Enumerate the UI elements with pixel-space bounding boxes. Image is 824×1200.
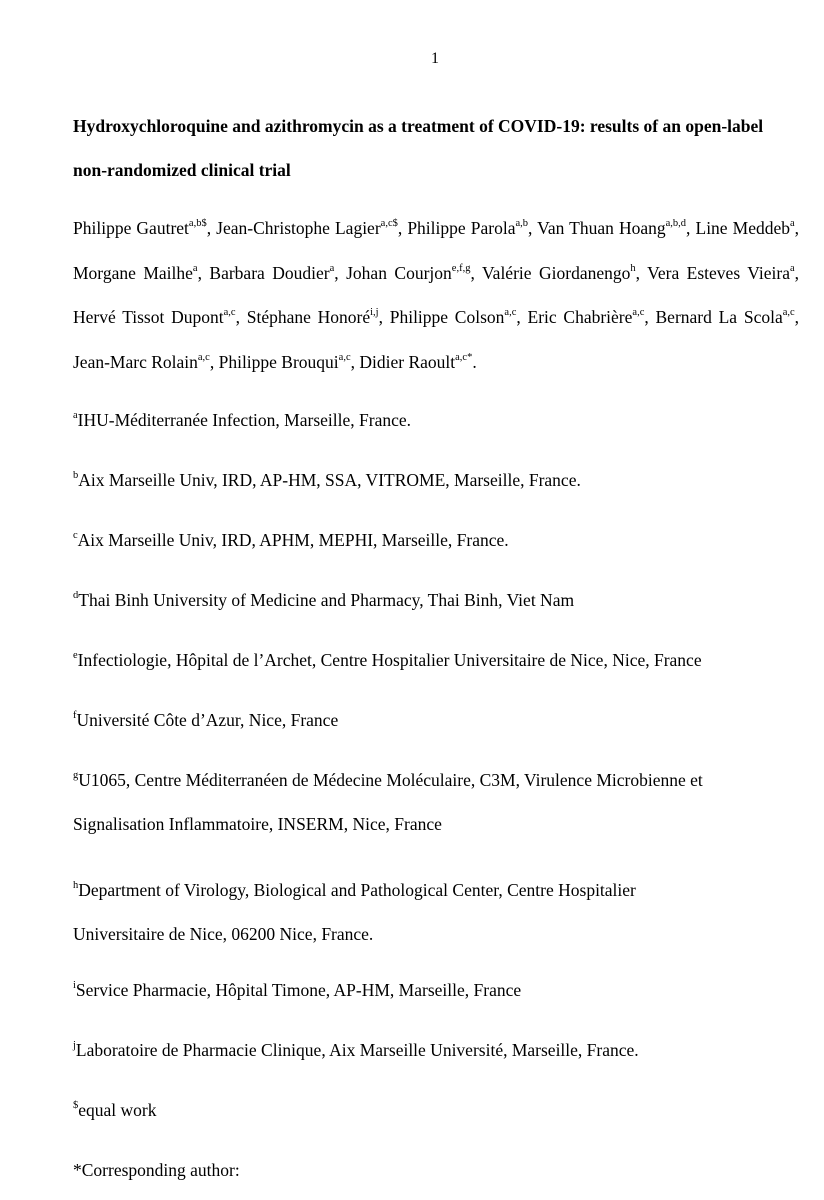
affiliation-mark: a — [73, 410, 78, 422]
affiliation-text: Aix Marseille Univ, IRD, APHM, MEPHI, Marseille, France. — [77, 530, 509, 550]
author-separator: , — [794, 218, 800, 238]
author-separator: , — [794, 307, 800, 327]
author-name: Johan Courjon — [346, 262, 452, 283]
author-separator: , — [397, 218, 408, 238]
author — [216, 218, 407, 238]
author-name: Van Thuan Hoang — [537, 218, 666, 238]
affiliation-mark: c — [73, 530, 78, 542]
author-list — [73, 206, 799, 384]
affiliation-line — [73, 398, 803, 442]
author — [209, 263, 346, 283]
affiliation-mark: $ — [73, 1100, 79, 1112]
affiliation-line — [73, 458, 803, 502]
author-name: Bernard La Scola — [655, 307, 783, 327]
affiliation-text: Service Pharmacie, Hôpital Timone, AP-HM, Marseille, France — [75, 980, 522, 1000]
affiliation-line — [73, 802, 803, 846]
author — [73, 263, 209, 283]
author-affiliation-marks: a,c — [338, 351, 351, 363]
author-name: Valérie Giordanengo — [481, 262, 631, 283]
author-name: Philippe Parola — [407, 218, 516, 238]
author-separator: , — [209, 351, 219, 372]
author-affiliation-marks: a,c — [223, 307, 236, 319]
author-affiliation-marks: a,c$ — [380, 218, 398, 230]
affiliation-line — [73, 578, 803, 622]
affiliation-line — [73, 912, 803, 956]
author-separator: , — [470, 262, 482, 283]
page-number: 1 — [431, 50, 439, 67]
author-name: Hervé Tissot Dupont — [73, 307, 224, 327]
affiliation-text: IHU-Méditerranée Infection, Marseille, France. — [77, 410, 411, 430]
author-name: Didier Raoult — [359, 351, 456, 372]
author-separator: , — [644, 307, 656, 327]
affiliation-text: *Corresponding author: — [73, 1160, 240, 1180]
author — [73, 307, 247, 327]
author-name: Eric Chabrière — [527, 307, 633, 327]
author-separator: , — [334, 262, 347, 283]
author-affiliation-marks: a — [790, 218, 795, 230]
affiliation-line — [73, 1088, 803, 1132]
author-separator: . — [472, 351, 477, 372]
affiliation-line — [73, 638, 803, 682]
paper-title: Hydroxychloroquine and azithromycin as a treatment of COVID-19: results of an open-label non-randomized clinical trial — [73, 116, 764, 180]
affiliation-a — [73, 398, 803, 442]
affiliation-f — [73, 698, 803, 742]
affiliation-corresponding — [73, 1148, 803, 1192]
affiliation-text: Signalisation Inflammatoire, INSERM, Nice, France — [73, 814, 442, 834]
author-name: Morgane Mailhe — [73, 262, 193, 283]
author — [73, 352, 219, 372]
affiliation-line — [73, 968, 803, 1012]
author-separator: , — [686, 218, 696, 238]
affiliation-text: Université Côte d’Azur, Nice, France — [76, 710, 339, 730]
affiliation-text: U1065, Centre Méditerranéen de Médecine Moléculaire, C3M, Virulence Microbienne et — [78, 770, 703, 790]
author-separator: , — [235, 307, 247, 327]
author-name: Philippe Colson — [389, 307, 505, 327]
affiliation-g — [73, 758, 803, 846]
affiliation-c — [73, 518, 803, 562]
affiliation-equal-work — [73, 1088, 803, 1132]
affiliation-text: Universitaire de Nice, 06200 Nice, France. — [73, 924, 374, 944]
author-affiliation-marks: a,b$ — [188, 218, 207, 230]
affiliation-j — [73, 1028, 803, 1072]
author — [247, 307, 390, 327]
affiliation-text: Thai Binh University of Medicine and Pharmacy, Thai Binh, Viet Nam — [78, 590, 575, 610]
author — [407, 218, 537, 238]
author-affiliation-marks: a — [329, 262, 335, 274]
author-affiliation-marks: i,j — [370, 307, 379, 319]
author — [359, 352, 476, 372]
author-name: Jean-Marc Rolain — [73, 351, 198, 372]
author-name: Vera Esteves Vieira — [647, 262, 790, 283]
author-name: Barbara Doudier — [209, 262, 330, 283]
author-affiliation-marks: a,c — [504, 307, 517, 319]
affiliation-h — [73, 868, 803, 956]
author — [390, 307, 528, 327]
affiliation-line — [73, 518, 803, 562]
author-affiliation-marks: h — [630, 262, 636, 274]
author-affiliation-marks: a,b — [515, 218, 529, 230]
affiliation-mark: b — [73, 470, 79, 482]
affiliation-d — [73, 578, 803, 622]
affiliation-i — [73, 968, 803, 1012]
affiliation-text: Laboratoire de Pharmacie Clinique, Aix Marseille Université, Marseille, France. — [75, 1040, 639, 1060]
author-name: Stéphane Honoré — [246, 307, 371, 327]
author — [656, 307, 800, 327]
affiliation-mark: h — [73, 880, 79, 892]
affiliation-line — [73, 1028, 803, 1072]
author-separator: , — [378, 307, 390, 327]
author — [647, 263, 799, 283]
affiliation-mark: i — [73, 980, 76, 992]
author-affiliation-marks: a,b,d — [665, 218, 687, 230]
author-separator: , — [350, 351, 360, 372]
affiliation-mark: f — [73, 710, 77, 722]
affiliation-text: equal work — [78, 1100, 157, 1120]
author-name: Philippe Gautret — [73, 218, 189, 238]
affiliation-text: Aix Marseille Univ, IRD, AP-HM, SSA, VITROME, Marseille, France. — [78, 470, 581, 490]
author — [482, 263, 647, 283]
author — [346, 263, 482, 283]
author-affiliation-marks: a,c — [197, 351, 210, 363]
affiliation-mark: d — [73, 590, 79, 602]
author — [219, 352, 360, 372]
author-affiliation-marks: a,c* — [455, 351, 473, 363]
affiliation-line — [73, 1148, 803, 1192]
author-name: Line Meddeb — [695, 218, 790, 238]
author-separator: , — [206, 218, 217, 238]
author — [73, 218, 216, 238]
affiliation-mark: e — [73, 650, 78, 662]
affiliation-line — [73, 698, 803, 742]
author-separator: , — [197, 262, 210, 283]
author-name: Jean-Christophe Lagier — [216, 218, 381, 238]
affiliation-mark: g — [73, 770, 79, 782]
author-name: Philippe Brouqui — [218, 351, 339, 372]
author — [528, 307, 656, 327]
author-affiliation-marks: a,c — [632, 307, 645, 319]
author-affiliation-marks: a,c — [782, 307, 795, 319]
affiliation-mark: j — [73, 1040, 76, 1052]
affiliation-text: Department of Virology, Biological and Pathological Center, Centre Hospitalier — [78, 880, 636, 900]
author-affiliation-marks: e,f,g — [451, 262, 471, 274]
affiliation-line — [73, 758, 803, 802]
author-affiliation-marks: a — [192, 262, 198, 274]
author-separator: , — [528, 218, 538, 238]
affiliation-b — [73, 458, 803, 502]
author — [696, 218, 800, 238]
affiliation-text: Infectiologie, Hôpital de l’Archet, Centre Hospitalier Universitaire de Nice, Nice, France — [77, 650, 702, 670]
author-affiliation-marks: a — [789, 262, 795, 274]
author — [537, 218, 695, 238]
author-separator: , — [516, 307, 528, 327]
affiliation-line — [73, 868, 803, 912]
affiliation-e — [73, 638, 803, 682]
author-separator: , — [635, 262, 648, 283]
author-separator: , — [794, 262, 800, 283]
